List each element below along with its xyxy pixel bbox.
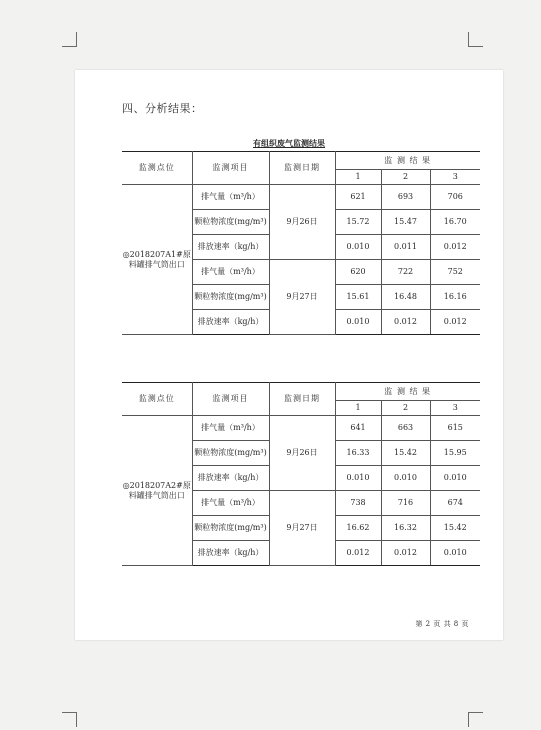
value-cell: 15.72	[335, 210, 381, 235]
table-caption: 有组织废气监测结果	[253, 138, 325, 148]
value-cell: 716	[381, 491, 430, 516]
item-label: 颗粒物浓度(mg/m³)	[192, 210, 269, 235]
item-label: 排气量（m³/h）	[192, 260, 269, 285]
value-cell: 0.010	[335, 466, 381, 491]
item-label: 排放速率（kg/h）	[192, 310, 269, 335]
value-cell: 752	[430, 260, 480, 285]
item-label: 排气量（m³/h）	[192, 185, 269, 210]
value-cell: 706	[430, 185, 480, 210]
monitoring-table-1	[122, 151, 480, 335]
value-cell: 615	[430, 416, 480, 441]
crop-mark-bottom-right	[468, 712, 483, 727]
value-cell: 0.010	[335, 235, 381, 260]
value-cell: 0.012	[430, 235, 480, 260]
value-cell: 15.42	[430, 516, 480, 541]
item-label: 排放速率（kg/h）	[192, 466, 269, 491]
value-cell: 16.48	[381, 285, 430, 310]
value-cell: 16.62	[335, 516, 381, 541]
value-cell: 0.010	[335, 310, 381, 335]
value-cell: 0.011	[381, 235, 430, 260]
value-cell: 674	[430, 491, 480, 516]
monitoring-table-2	[122, 382, 480, 566]
date-cell: 9月27日	[269, 491, 335, 566]
header-col-3: 3	[430, 170, 480, 185]
monitoring-point: ◎2018207A2#原料罐排气筒出口	[122, 416, 192, 566]
value-cell: 16.32	[381, 516, 430, 541]
header-col-3: 3	[430, 401, 480, 416]
value-cell: 0.012	[335, 541, 381, 566]
value-cell: 693	[381, 185, 430, 210]
value-cell: 0.012	[381, 310, 430, 335]
value-cell: 0.010	[381, 466, 430, 491]
value-cell: 722	[381, 260, 430, 285]
item-label: 颗粒物浓度(mg/m³)	[192, 516, 269, 541]
header-point: 监测点位	[122, 152, 192, 185]
value-cell: 16.70	[430, 210, 480, 235]
value-cell: 0.012	[430, 310, 480, 335]
date-cell: 9月26日	[269, 185, 335, 260]
value-cell: 641	[335, 416, 381, 441]
value-cell: 620	[335, 260, 381, 285]
value-cell: 738	[335, 491, 381, 516]
date-cell: 9月27日	[269, 260, 335, 335]
item-label: 排放速率（kg/h）	[192, 235, 269, 260]
value-cell: 621	[335, 185, 381, 210]
header-col-1: 1	[335, 401, 381, 416]
crop-mark-top-right	[468, 32, 483, 47]
value-cell: 0.010	[430, 541, 480, 566]
header-col-2: 2	[381, 170, 430, 185]
value-cell: 0.012	[381, 541, 430, 566]
value-cell: 16.16	[430, 285, 480, 310]
item-label: 颗粒物浓度(mg/m³)	[192, 285, 269, 310]
section-heading: 四、分析结果：	[122, 102, 203, 115]
document-page	[75, 70, 503, 640]
header-date: 监测日期	[269, 152, 335, 185]
value-cell: 15.61	[335, 285, 381, 310]
value-cell: 663	[381, 416, 430, 441]
item-label: 排气量（m³/h）	[192, 491, 269, 516]
header-item: 监测项目	[192, 383, 269, 416]
monitoring-point: ◎2018207A1#原料罐排气筒出口	[122, 185, 192, 335]
header-col-1: 1	[335, 170, 381, 185]
crop-mark-top-left	[62, 32, 77, 47]
item-label: 颗粒物浓度(mg/m³)	[192, 441, 269, 466]
crop-mark-bottom-left	[62, 712, 77, 727]
value-cell: 16.33	[335, 441, 381, 466]
header-col-2: 2	[381, 401, 430, 416]
item-label: 排气量（m³/h）	[192, 416, 269, 441]
value-cell: 0.010	[430, 466, 480, 491]
item-label: 排放速率（kg/h）	[192, 541, 269, 566]
header-results: 监 测 结 果	[335, 152, 480, 170]
value-cell: 15.47	[381, 210, 430, 235]
page-number: 第 2 页 共 8 页	[415, 620, 469, 628]
date-cell: 9月26日	[269, 416, 335, 491]
header-date: 监测日期	[269, 383, 335, 416]
header-results: 监 测 结 果	[335, 383, 480, 401]
value-cell: 15.42	[381, 441, 430, 466]
header-item: 监测项目	[192, 152, 269, 185]
value-cell: 15.95	[430, 441, 480, 466]
header-point: 监测点位	[122, 383, 192, 416]
